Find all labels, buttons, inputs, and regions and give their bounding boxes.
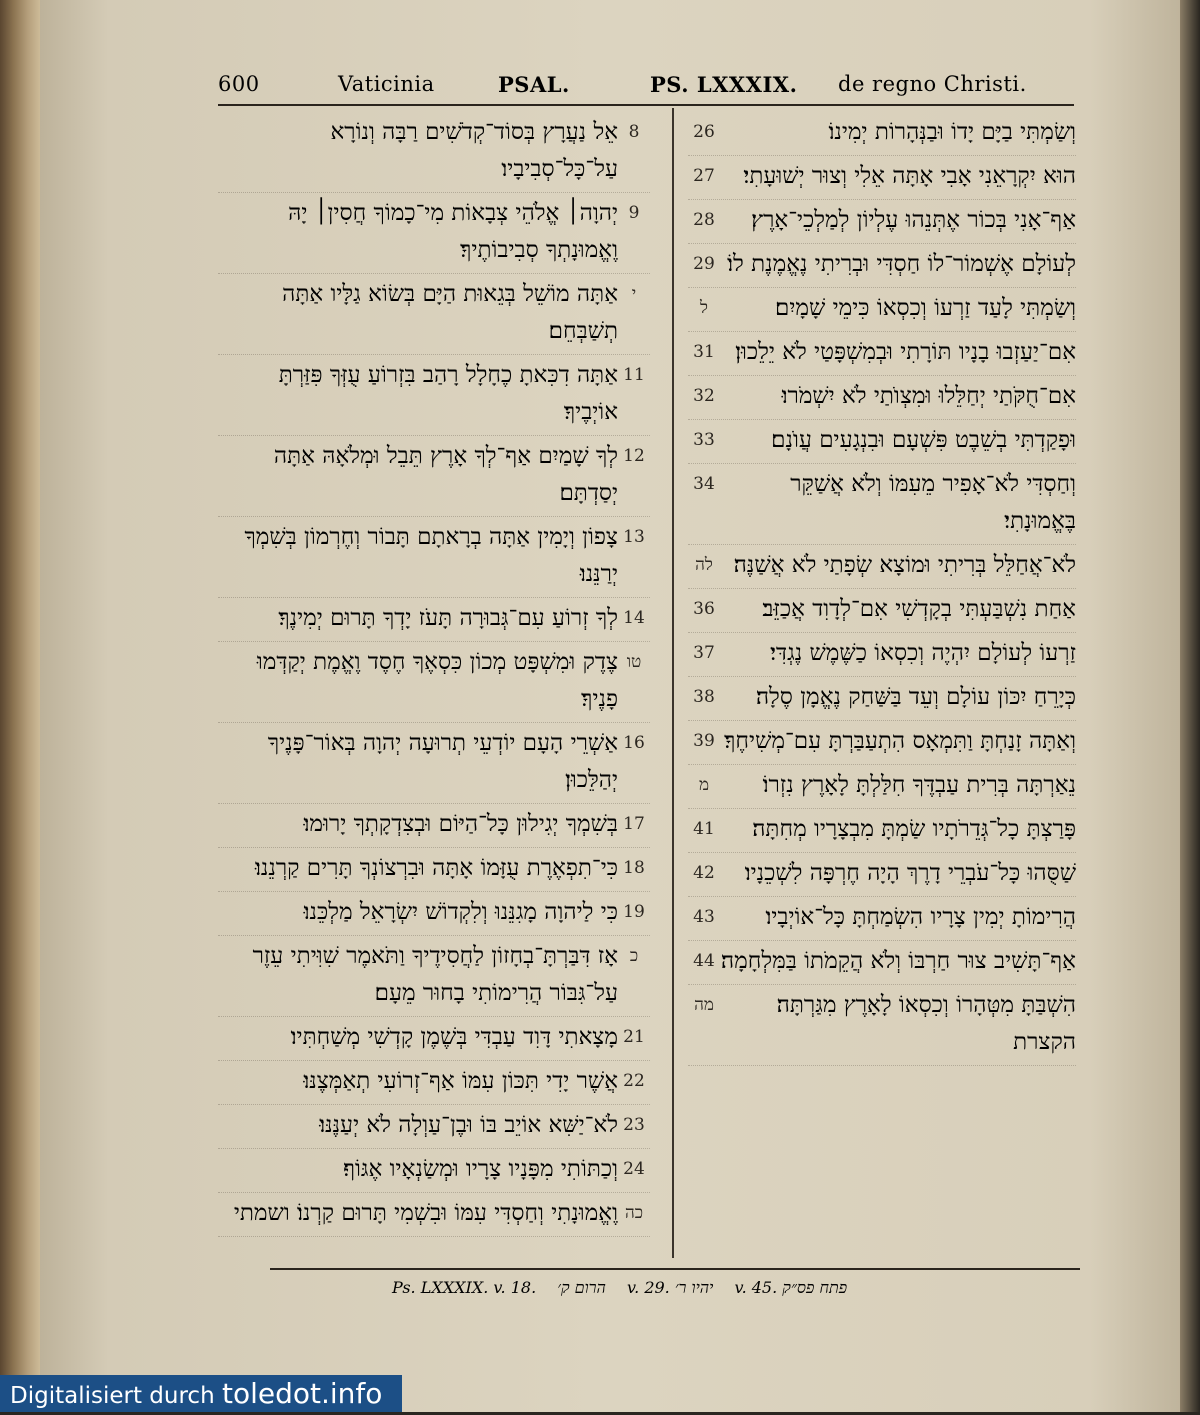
verse-number: לה <box>695 555 713 575</box>
verse-number: 14 <box>623 608 645 628</box>
verse-number: 34 <box>693 474 715 494</box>
footnote-note-3: v. 45. פתח פס״ק <box>734 1278 848 1297</box>
verse-text: וְשַׂמְתִּי לָעַד זַרְעוֹ וְכִסְאוֹ כִּימֵי שָׁמָיִם׃ <box>775 295 1076 321</box>
verse-number: 37 <box>693 643 715 663</box>
right-column <box>688 112 1076 1252</box>
watermark-prefix: Digitalisiert durch <box>10 1383 215 1409</box>
left-column <box>218 112 650 1252</box>
verse <box>218 1149 650 1193</box>
verse-number: 41 <box>693 819 715 839</box>
verse-text: כִּי לַיהוָה מָגִנֵּנוּ וְלִקְדוֹשׁ יִשְׂרָאֵל מַלְכֵּנוּ׃ <box>303 899 618 925</box>
verse <box>218 804 650 848</box>
column-divider <box>672 108 674 1258</box>
verse <box>688 420 1076 464</box>
verse-number: 38 <box>693 687 715 707</box>
verse-text: נֵאַרְתָּה בְּרִית עַבְדֶּךָ חִלַּלְתָּ לָאָרֶץ נִזְרוֹ׃ <box>762 772 1076 798</box>
book-spine-edge <box>0 0 40 1412</box>
verse <box>218 598 650 642</box>
verse-number: 32 <box>693 386 715 406</box>
verse-text: וְחַסְדִּי לֹא־אָפִיר מֵעִמּוֹ וְלֹא אֲשַׁקֵּר בֶּאֱמוּנָתִי׃ <box>790 471 1076 534</box>
verse-text: צָפוֹן וְיָמִין אַתָּה בְרָאתָם תָּבוֹר וְחֶרְמוֹן בְּשִׁמְךָ יְרַנֵּנוּ׃ <box>244 524 618 587</box>
verse <box>218 436 650 517</box>
verse-text: אַף־תָּשִׁיב צוּר חַרְבּוֹ וְלֹא הֲקֵמֹתוֹ בַּמִּלְחָמָה׃ <box>720 948 1076 974</box>
running-title-center: PSAL. <box>498 72 570 97</box>
verse <box>218 848 650 892</box>
verse-number: 43 <box>693 907 715 927</box>
verse <box>688 244 1076 288</box>
verse <box>218 936 650 1017</box>
verse-text: לֹא־אֲחַלֵּל בְּרִיתִי וּמוֹצָא שְׂפָתַי לֹא אֲשַׁנֶּה׃ <box>733 552 1076 578</box>
verse-text: אָז דִּבַּרְתָּ־בְחָזוֹן לַחֲסִידֶיךָ וַתֹּאמֶר שִׁוִּיתִי עֵזֶר עַל־גִּבּוֹר הֲרִימוֹתִי בָחוּר מֵעָם׃ <box>252 943 618 1006</box>
verse-text: בְּשִׁמְךָ יְגִילוּן כָּל־הַיּוֹם וּבְצִדְקָתְךָ יָרוּמוּ׃ <box>303 811 618 837</box>
verse-number: ל <box>700 298 708 318</box>
verse <box>688 332 1076 376</box>
verse <box>688 809 1076 853</box>
verse-number: טו <box>626 652 642 672</box>
verse-text: אֵל נַעֲרָץ בְּסוֹד־קְדֹשִׁים רַבָּה וְנוֹרָא עַל־כָּל־סְבִיבָיו׃ <box>330 119 618 182</box>
verse-number: 39 <box>693 731 715 751</box>
verse-number: 44 <box>693 951 715 971</box>
verse <box>218 274 650 355</box>
verse <box>218 1193 650 1237</box>
psalm-number: PS. LXXXIX. <box>650 72 798 97</box>
footnote-note-2: v. 29. יהיו ר׳ <box>627 1278 714 1297</box>
verse-text: כְּיָרֵחַ יִכּוֹן עוֹלָם וְעֵד בַּשַּׁחַק נֶאֱמָן סֶלָה׃ <box>755 684 1076 710</box>
verse-number: 28 <box>693 210 715 230</box>
running-title-right: de regno Christi. <box>838 72 1027 96</box>
page-number: 600 <box>218 72 260 96</box>
verse-number: 26 <box>693 122 715 142</box>
verse <box>218 517 650 598</box>
verse-text: וְאַתָּה זָנַחְתָּ וַתִּמְאָס הִתְעַבַּרְתָּ עִם־מְשִׁיחֶךָ׃ <box>724 728 1076 754</box>
verse <box>688 112 1076 156</box>
verse-text: הֲרִימוֹתָ יְמִין צָרָיו הִשְׂמַחְתָּ כָּל־אוֹיְבָיו׃ <box>765 904 1076 930</box>
verse-number: 27 <box>693 166 715 186</box>
verse-text: יְהוָה׀ אֱלֹהֵי צְבָאוֹת מִי־כָמוֹךָ חֲסִין׀ יָהּ וֶאֱמוּנָתְךָ סְבִיבוֹתֶיךָ׃ <box>288 200 618 263</box>
verse-number: מה <box>694 995 714 1015</box>
verse <box>688 941 1076 985</box>
verse <box>688 853 1076 897</box>
footnote-rule <box>270 1268 1080 1270</box>
footnote <box>392 1278 872 1304</box>
verse-text: אַשְׁרֵי הָעָם יוֹדְעֵי תְרוּעָה יְהוָה בְּאוֹר־פָּנֶיךָ יְהַלֵּכוּן׃ <box>267 730 618 793</box>
verse <box>688 589 1076 633</box>
verse-text: לֹא־יַשִּׁא אוֹיֵב בּוֹ וּבֶן־עַוְלָה לֹא יְעַנֶּנּוּ׃ <box>319 1112 618 1138</box>
verse-number: י <box>631 284 637 304</box>
verse-text: פָּרַצְתָּ כָל־גְּדֵרֹתָיו שַׂמְתָּ מִבְצָרָיו מְחִתָּה׃ <box>752 816 1076 842</box>
running-head <box>218 72 1038 108</box>
verse-number: 29 <box>693 254 715 274</box>
verse-number: כ <box>629 946 639 966</box>
verse <box>688 897 1076 941</box>
verse <box>688 765 1076 809</box>
verse <box>688 464 1076 545</box>
verse-number: 31 <box>693 342 715 362</box>
verse-text: אַחַת נִשְׁבַּעְתִּי בְקָדְשִׁי אִם־לְדָוִד אֲכַזֵּב׃ <box>762 596 1076 622</box>
verse-number: 22 <box>623 1071 645 1091</box>
verse-text: שַׁסֻּהוּ כָּל־עֹבְרֵי דָרֶךְ הָיָה חֶרְפָּה לִשְׁכֵנָיו׃ <box>744 860 1076 886</box>
verse-text: צֶדֶק וּמִשְׁפָּט מְכוֹן כִּסְאֶךָ חֶסֶד וֶאֱמֶת יְקַדְּמוּ פָנֶיךָ׃ <box>256 649 618 712</box>
verse-number: 23 <box>623 1115 645 1135</box>
verse <box>688 376 1076 420</box>
verse <box>218 1061 650 1105</box>
verse-text: כִּי־תִפְאֶרֶת עֻזָּמוֹ אָתָּה וּבִרְצוֹנְךָ תָּרִים קַרְנֵנוּ׃ <box>255 855 618 881</box>
running-title-left: Vaticinia <box>338 72 435 96</box>
verse-text: לְעוֹלָם אֶשְׁמוֹר־לוֹ חַסְדִּי וּבְרִיתִי נֶאֱמֶנֶת לוֹ׃ <box>727 251 1076 277</box>
verse-number: 19 <box>623 902 645 922</box>
verse-text: אַתָּה דִכִּאתָ כֶחָלָל רָהַב בִּזְרוֹעַ עֻזְּךָ פִּזַּרְתָּ אוֹיְבֶיךָ׃ <box>278 362 618 425</box>
footnote-note-1: הרום ק׳ <box>557 1278 606 1297</box>
verse-text: לְךָ שָׁמַיִם אַף־לְךָ אָרֶץ תֵּבֵל וּמְלֹאָהּ אַתָּה יְסַדְתָּם׃ <box>273 443 618 506</box>
verse-number: 18 <box>623 858 645 878</box>
verse <box>218 112 650 193</box>
verse <box>688 677 1076 721</box>
header-rule <box>218 104 1074 106</box>
verse <box>688 200 1076 244</box>
verse-number: 21 <box>623 1027 645 1047</box>
digitization-watermark[interactable] <box>0 1375 402 1412</box>
watermark-site-link[interactable]: toledot.info <box>221 1377 383 1410</box>
verse-text: אַתָּה מוֹשֵׁל בְּגֵאוּת הַיָּם בְּשׂוֹא גַלָּיו אַתָּה תְשַׁבְּחֵם׃ <box>282 281 618 344</box>
verse-number: מ <box>698 775 710 795</box>
verse <box>688 545 1076 589</box>
verse <box>218 355 650 436</box>
verse-text: מָצָאתִי דָּוִד עַבְדִּי בְּשֶׁמֶן קָדְשִׁי מְשַׁחְתִּיו׃ <box>290 1024 618 1050</box>
verse-number: 24 <box>623 1159 645 1179</box>
verse <box>688 721 1076 765</box>
footnote-ref: Ps. LXXXIX. v. 18. <box>392 1278 537 1297</box>
verse-text: הוּא יִקְרָאֵנִי אָבִי אָתָּה אֵלִי וְצוּר יְשׁוּעָתִי׃ <box>743 163 1076 189</box>
verse-text: וְכַתּוֹתִי מִפָּנָיו צָרָיו וּמְשַׂנְאָיו אֶגּוֹף׃ <box>343 1156 618 1182</box>
verse-number: 9 <box>628 203 640 223</box>
verse-text: זַרְעוֹ לְעוֹלָם יִהְיֶה וְכִסְאוֹ כַשֶּׁמֶשׁ נֶגְדִּי׃ <box>770 640 1076 666</box>
verse-number: 8 <box>628 122 640 142</box>
verse <box>688 156 1076 200</box>
verse <box>688 985 1076 1066</box>
verse-text: לְךָ זְרוֹעַ עִם־גְּבוּרָה תָּעֹז יָדְךָ תָּרוּם יְמִינֶךָ׃ <box>278 605 618 631</box>
verse-text: הִשְׁבַּתָּ מִטְּהָרוֹ וְכִסְאוֹ לָאָרֶץ מִגַּרְתָּה׃ הקצרת <box>776 992 1076 1055</box>
verse-text: אִם־יַעַזְבוּ בָנָיו תּוֹרָתִי וּבְמִשְׁפָּטַי לֹא יֵלֵכוּן׃ <box>735 339 1076 365</box>
page-right-edge <box>1180 0 1200 1412</box>
verse-text: אֲשֶׁר יָדִי תִּכּוֹן עִמּוֹ אַף־זְרוֹעִי תְאַמְּצֶנּוּ׃ <box>303 1068 618 1094</box>
verse-number: כה <box>624 1203 644 1223</box>
verse <box>688 633 1076 677</box>
verse-number: 42 <box>693 863 715 883</box>
verse-number: 12 <box>623 446 645 466</box>
verse <box>218 892 650 936</box>
verse-number: 11 <box>623 365 645 385</box>
verse <box>218 1017 650 1061</box>
verse <box>218 642 650 723</box>
verse-number: 17 <box>623 814 645 834</box>
verse <box>218 723 650 804</box>
verse-number: 36 <box>693 599 715 619</box>
verse-number: 16 <box>623 733 645 753</box>
verse <box>218 193 650 274</box>
verse-text: וְשַׂמְתִּי בַיָּם יָדוֹ וּבַנְּהָרוֹת יְמִינוֹ׃ <box>828 119 1076 145</box>
verse-text: אִם־חֻקֹּתַי יְחַלֵּלוּ וּמִצְוֺתַי לֹא יִשְׁמֹרוּ׃ <box>781 383 1076 409</box>
verse-number: 13 <box>623 527 645 547</box>
verse-text: וּפָקַדְתִּי בְשֵׁבֶט פִּשְׁעָם וּבִנְגָעִים עֲוֺנָם׃ <box>771 427 1076 453</box>
verse-number: 33 <box>693 430 715 450</box>
verse-text: אַף־אָנִי בְּכוֹר אֶתְּנֵהוּ עֶלְיוֹן לְמַלְכֵי־אָרֶץ׃ <box>751 207 1076 233</box>
verse <box>218 1105 650 1149</box>
verse-text: וֶאֱמוּנָתִי וְחַסְדִּי עִמּוֹ וּבִשְׁמִי תָּרוּם קַרְנוֹ׃ ושמתי <box>233 1200 618 1226</box>
verse <box>688 288 1076 332</box>
